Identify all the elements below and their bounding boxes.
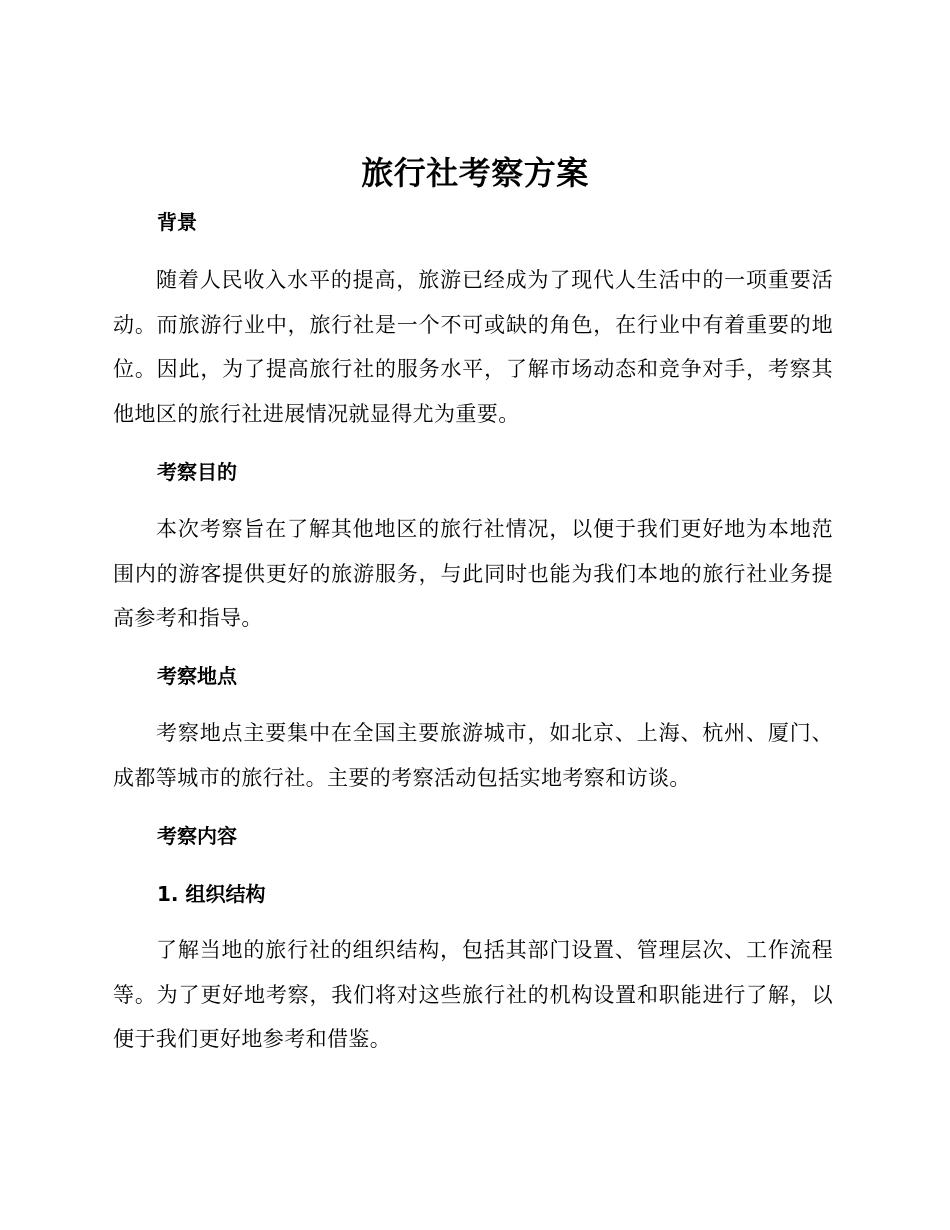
section-paragraph-background: 随着人民收入水平的提高，旅游已经成为了现代人生活中的一项重要活动。而旅游行业中，旅行社是一个不可或缺的角色，在行业中有着重要的地位。因此，为了提高旅行社的服务水平，了解市场动态和竞争对手，考察其他地区的旅行社进展情况就显得尤为重要。 <box>113 268 833 426</box>
section-heading-locations: 考察地点 <box>157 664 237 688</box>
document-title: 旅行社考察方案 <box>361 154 589 192</box>
subsection-heading-org-structure: 1. 组织结构 <box>157 882 266 906</box>
section-heading-background: 背景 <box>157 210 197 234</box>
section-heading-content: 考察内容 <box>157 824 237 848</box>
subsection-paragraph-org-structure: 了解当地的旅行社的组织结构，包括其部门设置、管理层次、工作流程等。为了更好地考察，我们将对这些旅行社的机构设置和职能进行了解，以便于我们更好地参考和借鉴。 <box>113 938 833 1051</box>
section-heading-purpose: 考察目的 <box>157 460 237 484</box>
section-paragraph-locations: 考察地点主要集中在全国主要旅游城市，如北京、上海、杭州、厦门、成都等城市的旅行社。主要的考察活动包括实地考察和访谈。 <box>113 721 833 790</box>
section-paragraph-purpose: 本次考察旨在了解其他地区的旅行社情况，以便于我们更好地为本地范围内的游客提供更好的旅游服务，与此同时也能为我们本地的旅行社业务提高参考和指导。 <box>113 517 833 630</box>
